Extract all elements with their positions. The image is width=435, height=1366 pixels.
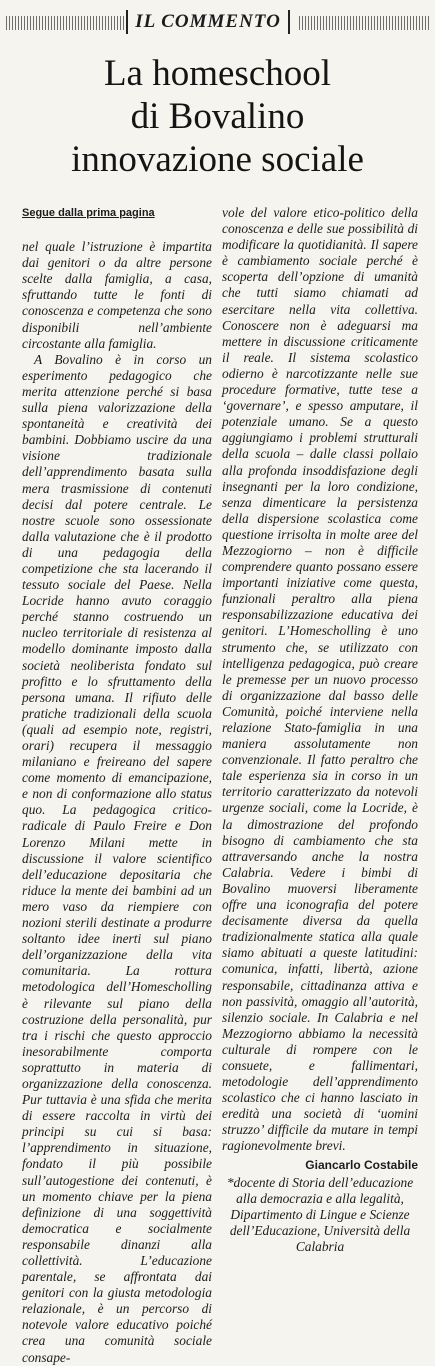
headline-line-2: di Bovalino [130,96,305,137]
article-paragraph: vole del valore etico-politico della conoscenza e delle sue possibilità di modificare la quotidianità. Il sapere è cambiamento sociale perché è scoperta dell’opzione di umanità che tutti siamo chiamati ad esercitare nella vita collettiva. Conoscere non è adeguarsi ma mettere in discussione criticamente il reale. Il sistema scolastico odierno è narcotizzante nelle sue procedure formative, tutte tese a ‘governare’, e spesso amputare, il potenziale umano. Se a questo aggiungiamo i problemi strutturali della scuola – dalle classi pollaio alla profonda insoddisfazione degli insegnanti per la loro condizione, senza dimenticare la persistenza della dispersione scolastica come questione irrisolta in molte aree del Mezzogiorno – non è difficile comprendere quanto possano essere importanti iniziative come questa, funzionali peraltro alla piena responsabilizzazione educativa dei genitori. L’Homescholling è uno strumento che, se utilizzato con intelligenza pedagogica, può creare le premesse per un nuovo processo di organizzazione dal basso delle Comunità, poiché interviene nella relazione Stato-famiglia in una maniera assolutamente non convenzionale. Il fatto peraltro che tale esperienza sia in corso in un territorio caratterizzato da notevoli urgenze sociali, come la Locride, è la dimostrazione del profondo bisogno di cambiamento che sta attraversando anche la nostra Calabria. Vedere i bimbi di Bovalino muoversi liberamente offre una iconografia del potere decisamente diversa da quella tradizionalmente statica alla quale siamo abituati a queste latitudini: comunica, infatti, libertà, azione responsabile, cittadinanza attiva e non passività, omaggio all’autorità, silenzio sociale. In Calabria e nel Mezzogiorno abbiamo la necessità culturale di rompere con le consuete, e fallimentari, metodologie dell’apprendimento scolastico che ci hanno lasciato in eredità una società di ‘uomini struzzo’ difficile da mutare in tempi ragionevolmente brevi. [222,205,418,1154]
author-footnote: *docente di Storia dell’educazione alla democrazia e alla legalità, Dipartimento di Lingue e Scienze dell’Educazione, Università della Calabria [226,1174,414,1254]
article-headline [10,52,425,181]
article-paragraph: nel quale l’istruzione è impartita dai genitori o da altre persone scelte dalla famiglia, a casa, sfruttando tutte le fonti di conoscenza e competenza che sono disponibili nell’ambiente circostante alla famiglia. [22,239,212,351]
article-column-left [22,205,212,1366]
header-hatch-left [6,16,124,30]
headline-line-3: innovazione sociale [71,139,364,180]
continued-from-front-page: Segue dalla prima pagina [22,207,155,219]
section-header [6,8,429,36]
author-signature: Giancarlo Costabile [305,1157,418,1172]
headline-line-1: La homeschool [103,53,332,94]
header-hatch-right [299,16,429,30]
article-paragraph: A Bovalino è in corso un esperimento pedagogico che merita attenzione perché si basa sulla piena valorizzazione della spontaneità e creatività dei bambini. Dobbiamo uscire da una visione tradizionale dell’apprendimento basata sulla mera trasmissione di contenuti decisi dal potere centrale. Le nostre scuole sono ossessionate dalla valutazione che è il prodotto di una pedagogia della competizione che sta lacerando il tessuto sociale del Paese. Nella Locride hanno avuto coraggio perché stanno costruendo un nucleo territoriale di resistenza al modello dominante imposto dalla società neoliberista fondato sul profitto e lo sfruttamento della persona umana. Il rifiuto delle pratiche tradizionali della scuola (quali ad esempio note, registri, orari) recupera il messaggio milaniano e freireano del sapere come momento di emancipazione, e non di conformazione allo status quo. La pedagogica critico-radicale di Paulo Freire e Don Lorenzo Milani mette in discussione il valore scientifico dell’educazione depositaria che riduce la mente dei bambini ad un mero vaso da riempiere con nozioni sterili destinate a produrre soltanto idee inerti sul piano dell’organizzazione della vita comunitaria. La rottura metodologica dell’Homescholling è rilevante sul piano della costruzione della personalità, pur tra i rischi che questo approccio inesorabilmente comporta soprattutto in materia di organizzazione della conoscenza. Pur tuttavia è una sfida che merita di essere raccolta in virtù dei principi su cui si basa: l’apprendimento in situazione, fondato il più possibile sull’autogestione dei contenuti, è un momento chiave per la piena definizione di una soggettività democratica e socialmente responsabile dinanzi alla collettività. L’educazione parentale, se affrontata dai genitori con la giusta metodologia relazionale, è un percorso di notevole valore educativo poiché crea una comunità sociale consape- [22,351,212,1365]
section-label: IL COMMENTO [126,10,290,34]
article-column-right [222,205,418,1255]
